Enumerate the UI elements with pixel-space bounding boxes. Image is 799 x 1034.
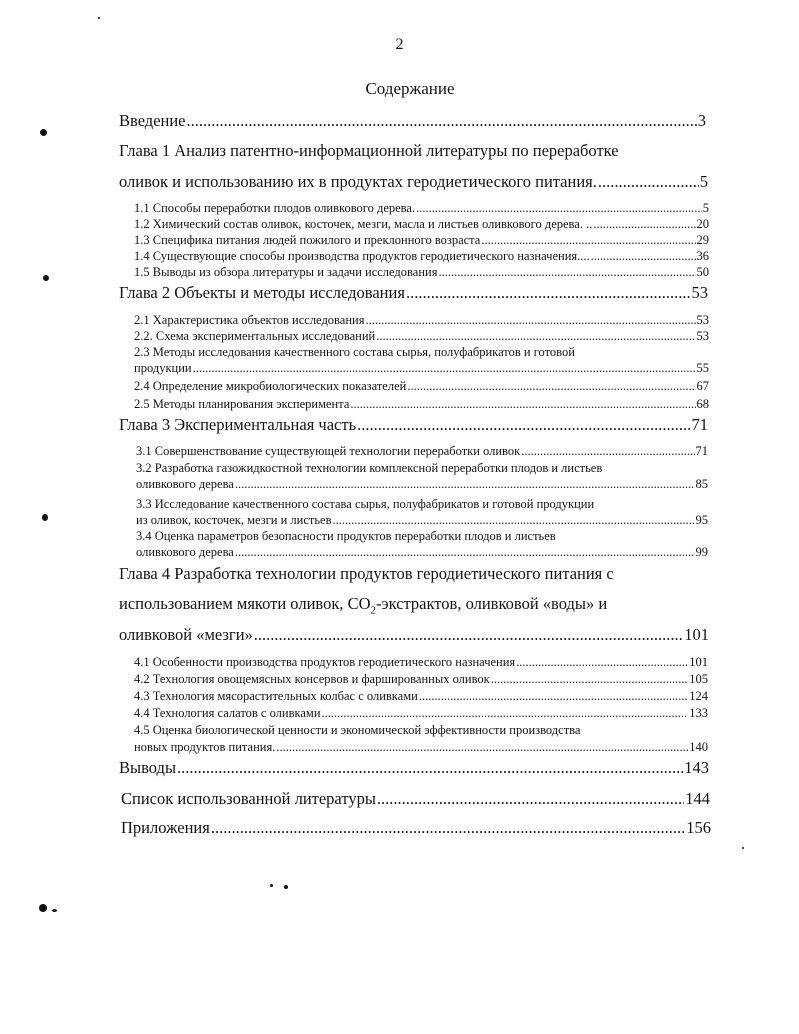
- toc-entry-title: оливкового дерева: [136, 545, 234, 559]
- toc-entry-title: 1.5 Выводы из обзора литературы и задачи исследования: [134, 265, 438, 279]
- toc-entry-page: 68: [696, 397, 709, 411]
- toc-entry-page: 5: [702, 201, 709, 215]
- toc-section-4-1[interactable]: [134, 655, 708, 670]
- toc-entry-page: 36: [696, 249, 709, 263]
- toc-entry-page: 124: [689, 689, 708, 703]
- toc-section-3-3-line-1[interactable]: 3.3 Исследование качественного состава сырья, полуфабрикатов и готовой продукции: [136, 497, 595, 511]
- toc-entry-title: Глава 2 Объекты и методы исследования: [119, 283, 405, 302]
- toc-section-4-3[interactable]: [134, 689, 708, 704]
- toc-entry-page: 71: [695, 444, 708, 458]
- toc-entry-title: Введение: [119, 111, 186, 130]
- toc-entry-page: 53: [696, 329, 709, 343]
- toc-section-3-1[interactable]: [136, 444, 708, 459]
- toc-entry-page: 95: [695, 513, 708, 527]
- scan-speck: [42, 514, 48, 521]
- toc-section-4-5[interactable]: [134, 740, 708, 755]
- toc-section-4-4[interactable]: [134, 706, 708, 721]
- scan-speck: [40, 129, 47, 136]
- toc-entry-page: 140: [689, 740, 708, 754]
- toc-entry-title: 4.4 Технология салатов с оливками: [134, 706, 321, 720]
- toc-chapter-4-line-2[interactable]: [119, 594, 607, 616]
- toc-entry-title: новых продуктов питания.: [134, 740, 276, 754]
- toc-chapter-4-subscript: 2: [370, 604, 377, 617]
- toc-entry-title: 2.1 Характеристика объектов исследования: [134, 313, 365, 327]
- toc-entry-page: 67: [696, 379, 709, 393]
- toc-section-1-1[interactable]: [134, 201, 709, 216]
- toc-section-3-2-line-1[interactable]: 3.2 Разработка газожидкостной технологии комплексной переработки плодов и листьев: [136, 461, 603, 475]
- toc-entry-title: 2.2. Схема экспериментальных исследований: [134, 329, 376, 343]
- toc-appendices[interactable]: [121, 818, 711, 838]
- toc-entry-title: продукции: [134, 361, 192, 375]
- toc-references[interactable]: [121, 789, 710, 809]
- toc-entry-page: 53: [696, 313, 709, 327]
- toc-entry-title: из оливок, косточек, мезги и листьев: [136, 513, 332, 527]
- toc-chapter-4-text-a: использованием мякоти оливок, CO: [119, 594, 371, 613]
- toc-entry-page: 3: [697, 111, 706, 130]
- toc-section-1-2[interactable]: [134, 217, 709, 232]
- toc-entry-title: оливковой «мезги»: [119, 625, 253, 644]
- toc-entry-page: 20: [696, 217, 709, 231]
- toc-entry-title: 4.1 Особенности производства продуктов геродиетического назначения: [134, 655, 516, 669]
- toc-conclusions[interactable]: [119, 758, 709, 778]
- toc-entry-title: 4.2 Технология овощемясных консервов и фаршированных оливок: [134, 672, 490, 686]
- toc-entry-page: 105: [689, 672, 708, 686]
- toc-entry-title: Приложения: [121, 818, 210, 837]
- toc-section-2-3[interactable]: [134, 361, 709, 376]
- toc-chapter-4[interactable]: [119, 625, 709, 645]
- toc-entry-title: Список использованной литературы: [121, 789, 376, 808]
- toc-entry-page: 144: [685, 789, 710, 808]
- toc-section-3-4[interactable]: [136, 545, 708, 560]
- toc-section-3-4-line-1[interactable]: 3.4 Оценка параметров безопасности продуктов переработки плодов и листьев: [136, 529, 556, 543]
- scan-speck: [98, 17, 100, 19]
- toc-entry-title: 1.2 Химический состав оливок, косточек, мезги, масла и листьев оливкового дерева. ..: [134, 217, 593, 231]
- toc-entry-page: 85: [695, 477, 708, 491]
- toc-entry-page: 29: [696, 233, 709, 247]
- toc-entry-title: 3.1 Совершенствование существующей технологии переработки оливок: [136, 444, 521, 458]
- toc-entry-page: 53: [691, 283, 708, 302]
- toc-chapter-1[interactable]: [119, 172, 708, 192]
- toc-entry-title: 4.3 Технология мясорастительных колбас с оливками: [134, 689, 418, 703]
- toc-entry-title: 1.3 Специфика питания людей пожилого и преклонного возраста: [134, 233, 481, 247]
- toc-entry-title: Глава 3 Экспериментальная часть: [119, 415, 357, 434]
- toc-chapter-4-text-b: -экстрактов, оливковой «воды» и: [376, 594, 608, 613]
- scan-speck: [284, 885, 288, 889]
- toc-section-2-5[interactable]: [134, 397, 709, 412]
- toc-title: Содержание: [365, 79, 455, 98]
- toc-chapter-3[interactable]: [119, 415, 708, 435]
- toc-section-4-2[interactable]: [134, 672, 708, 687]
- toc-entry-page: 99: [695, 545, 708, 559]
- toc-chapter-1-line-1[interactable]: Глава 1 Анализ патентно-информационной литературы по переработке: [119, 141, 619, 160]
- toc-entry-title: Выводы: [119, 758, 177, 777]
- toc-section-2-1[interactable]: [134, 313, 709, 328]
- toc-section-3-2[interactable]: [136, 477, 708, 492]
- toc-entry-title: 2.4 Определение микробиологических показателей: [134, 379, 407, 393]
- toc-entry-title: 1.1 Способы переработки плодов оливкового дерева.: [134, 201, 416, 215]
- toc-entry-title: оливок и использованию их в продуктах геродиетического питания.: [119, 172, 597, 191]
- toc-entry-page: 101: [689, 655, 708, 669]
- toc-chapter-2[interactable]: [119, 283, 708, 303]
- toc-entry-page: 50: [696, 265, 709, 279]
- toc-entry-title: 2.5 Методы планирования эксперимента: [134, 397, 350, 411]
- toc-entry-page: 156: [686, 818, 711, 837]
- toc-section-2-2[interactable]: [134, 329, 709, 344]
- toc-section-2-4[interactable]: [134, 379, 709, 394]
- toc-section-3-3[interactable]: [136, 513, 708, 528]
- toc-section-2-3-line-1[interactable]: 2.3 Методы исследования качественного состава сырья, полуфабрикатов и готовой: [134, 345, 575, 359]
- toc-entry-page: 55: [696, 361, 709, 375]
- toc-section-4-5-line-1[interactable]: 4.5 Оценка биологической ценности и экономической эффективности производства: [134, 723, 581, 737]
- toc-section-1-3[interactable]: [134, 233, 709, 248]
- toc-entry-intro[interactable]: [119, 111, 706, 131]
- toc-entry-page: 143: [684, 758, 709, 777]
- toc-entry-page: 71: [691, 415, 708, 434]
- scan-speck: [43, 275, 49, 281]
- scan-speck: [52, 909, 57, 912]
- scan-speck: [39, 904, 47, 912]
- page-number: 2: [395, 36, 404, 53]
- toc-entry-title: оливкового дерева: [136, 477, 234, 491]
- toc-entry-title: 1.4 Существующие способы производства продуктов геродиетического назначения....: [134, 249, 590, 263]
- scan-speck: [742, 847, 744, 849]
- toc-entry-page: 133: [689, 706, 708, 720]
- scan-speck: [270, 884, 273, 887]
- toc-entry-page: 101: [684, 625, 709, 644]
- toc-entry-page: 5: [699, 172, 708, 191]
- toc-chapter-4-line-1[interactable]: Глава 4 Разработка технологии продуктов геродиетического питания с: [119, 564, 614, 583]
- toc-section-1-5[interactable]: [134, 265, 709, 280]
- toc-section-1-4[interactable]: [134, 249, 709, 264]
